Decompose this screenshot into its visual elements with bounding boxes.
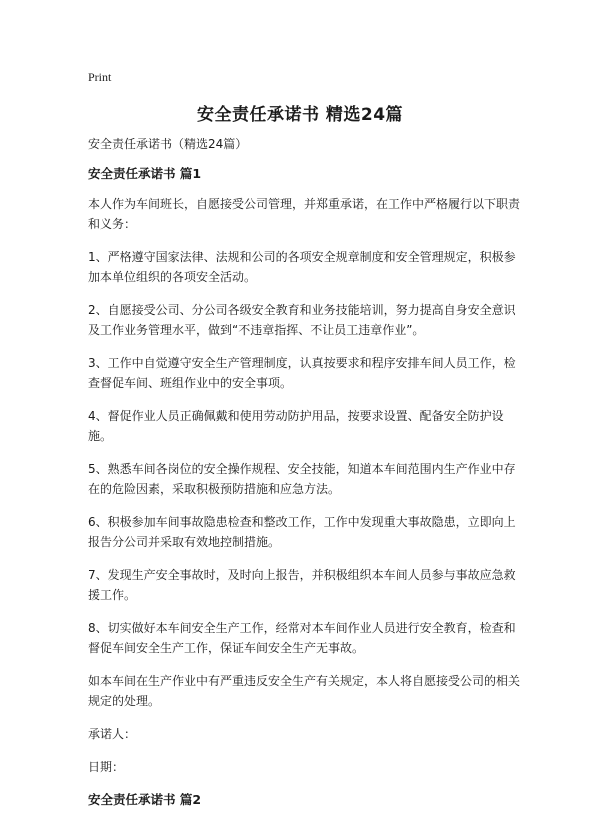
list-item: 2、自愿接受公司、分公司各级安全教育和业务技能培训，努力提高自身安全意识及工作业务管理水平，做到“不违章指挥、不让员工违章作业”。 bbox=[88, 303, 516, 337]
print-link[interactable]: Print bbox=[88, 70, 112, 84]
list-item: 3、工作中自觉遵守安全生产管理制度，认真按要求和程序安排车间人员工作，检查督促车间、班组作业中的安全事项。 bbox=[88, 356, 516, 390]
list-item: 1、严格遵守国家法律、法规和公司的各项安全规章制度和安全管理规定，积极参加本单位组织的各项安全活动。 bbox=[88, 250, 516, 284]
list-item: 7、发现生产安全事故时，及时向上报告，并积极组织本车间人员参与事故应急救援工作。 bbox=[88, 568, 516, 602]
list-item: 5、熟悉车间各岗位的安全操作规程、安全技能，知道本车间范围内生产作业中存在的危险因素，采取积极预防措施和应急方法。 bbox=[88, 462, 516, 496]
list-item: 6、积极参加车间事故隐患检查和整改工作，工作中发现重大事故隐患，立即向上报告分公司并采取有效地控制措施。 bbox=[88, 515, 516, 549]
intro-paragraph: 本人作为车间班长，自愿接受公司管理，并郑重承诺，在工作中严格履行以下职责和义务： bbox=[88, 197, 521, 231]
list-item: 4、督促作业人员正确佩戴和使用劳动防护用品，按要求设置、配备安全防护设施。 bbox=[88, 409, 504, 443]
page-title: 安全责任承诺书 精选24篇 bbox=[196, 105, 404, 125]
document-subtitle: 安全责任承诺书（精选24篇） bbox=[88, 137, 248, 151]
section-heading-1: 安全责任承诺书 篇1 bbox=[88, 166, 202, 181]
closing-paragraph: 如本车间在生产作业中有严重违反安全生产有关规定，本人将自愿接受公司的相关规定的处理。 bbox=[88, 674, 521, 708]
section-heading-2: 安全责任承诺书 篇2 bbox=[88, 792, 202, 807]
list-item: 8、切实做好本车间安全生产工作，经常对本车间作业人员进行安全教育，检查和督促车间安全生产工作，保证车间安全生产无事故。 bbox=[88, 621, 516, 655]
date-label: 日期： bbox=[88, 760, 125, 774]
signer-label: 承诺人： bbox=[88, 727, 137, 741]
document-body bbox=[88, 134, 520, 820]
